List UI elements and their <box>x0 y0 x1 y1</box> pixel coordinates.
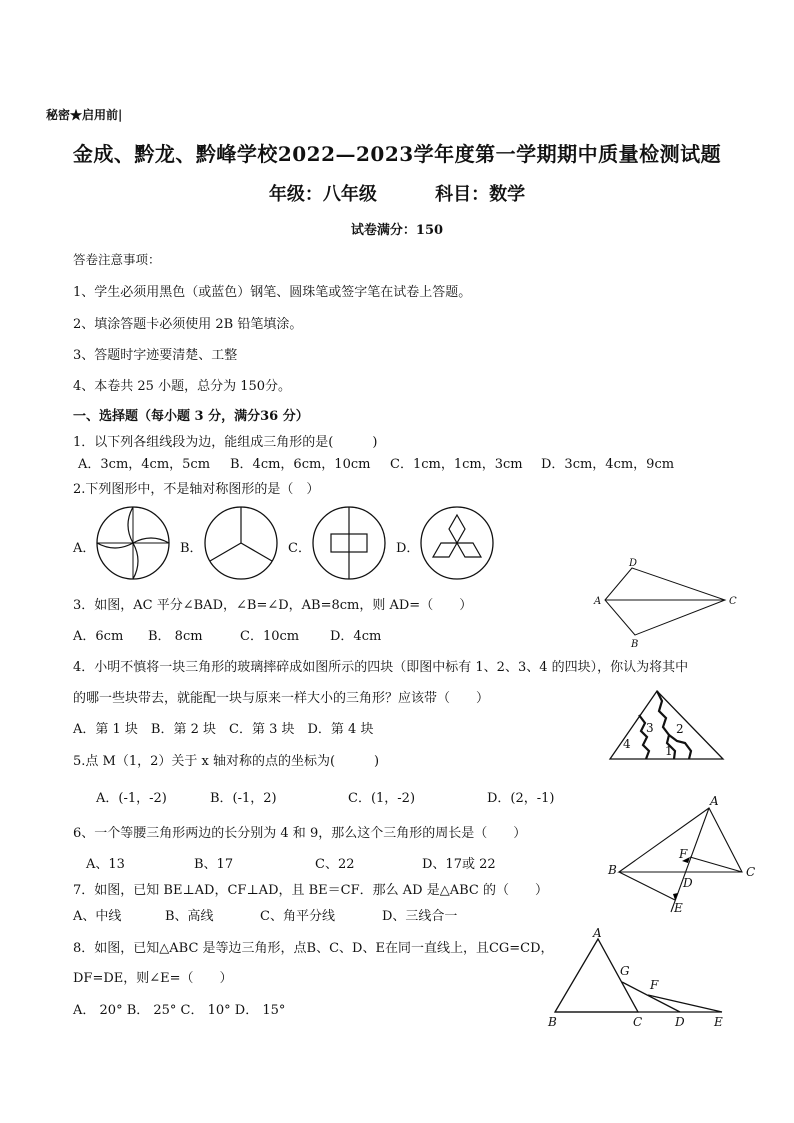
exam-title: 金成、黔龙、黔峰学校2022—2023学年度第一学期期中质量检测试题 <box>72 142 722 166</box>
q1-stem: 1．以下列各组线段为边，能组成三角形的是( ) <box>73 435 378 450</box>
notes-heading: 答卷注意事项： <box>73 252 161 267</box>
confidential-mark: 秘密★启用前| <box>46 108 123 122</box>
q7-option-b: B、高线 <box>165 909 214 924</box>
q1-option-b: B．4cm，6cm，10cm <box>230 457 371 472</box>
q3-label-d: D <box>629 558 638 569</box>
q4-options: A．第 1 块 B．第 2 块 C．第 3 块 D．第 4 块 <box>73 722 374 737</box>
q2-figure-c <box>311 505 387 581</box>
q6-option-c: C、22 <box>315 857 355 872</box>
q6-option-b: B、17 <box>194 857 234 872</box>
q7-option-c: C、角平分线 <box>260 909 335 924</box>
section-heading: 一、选择题（每小题 3 分，满分36 分） <box>73 409 309 424</box>
subject-label: 科目：数学 <box>435 184 526 205</box>
q8-options: A． 20° B． 25° C． 10° D． 15° <box>73 1003 286 1018</box>
q3-option-c: C．10cm <box>240 629 300 644</box>
q7-label-e: E <box>674 901 683 915</box>
full-score: 试卷满分：150 <box>350 223 444 238</box>
q8-label-a: A <box>593 926 602 940</box>
q4-figure <box>605 685 730 765</box>
q2-label-d: D． <box>396 541 420 556</box>
q8-stem-line2: DF=DE，则∠E=（ ） <box>73 971 233 986</box>
q2-figure-d <box>419 505 495 581</box>
q2-label-a: A． <box>73 541 96 556</box>
q5-option-a: A．(-1，-2) <box>96 791 167 806</box>
q6-option-d: D、17或 22 <box>422 857 496 872</box>
note-item: 2、填涂答题卡必须使用 2B 铅笔填涂。 <box>73 317 303 332</box>
q5-option-b: B．(-1，2) <box>210 791 277 806</box>
q3-option-b: B． 8cm <box>148 629 203 644</box>
q7-option-d: D、三线合一 <box>382 909 458 924</box>
q8-label-f: F <box>650 978 659 992</box>
q6-stem: 6、一个等腰三角形两边的长分别为 4 和 9，那么这个三角形的周长是（ ） <box>73 826 527 841</box>
note-item: 3、答题时字迹要清楚、工整 <box>73 348 238 363</box>
q7-option-a: A、中线 <box>73 909 122 924</box>
q8-label-e: E <box>714 1015 723 1029</box>
q5-option-d: D．(2，-1) <box>487 791 555 806</box>
q7-stem: 7．如图，已知 BE⊥AD，CF⊥AD，且 BE＝CF．那么 AD 是△ABC 的（ ） <box>73 883 548 898</box>
exam-subtitle <box>0 180 794 206</box>
q4-label-4: 4 <box>623 737 631 751</box>
q3-label-a: A <box>594 596 602 607</box>
q8-label-b: B <box>548 1015 557 1029</box>
q3-stem: 3．如图，AC 平分∠BAD，∠B=∠D，AB=8cm，则 AD=（ ） <box>73 598 473 613</box>
q7-label-c: C <box>746 865 756 879</box>
q8-label-d: D <box>675 1015 685 1029</box>
note-item: 1、学生必须用黑色（或蓝色）钢笔、圆珠笔或签字笔在试卷上答题。 <box>73 285 472 300</box>
q3-figure <box>590 555 750 650</box>
q4-stem-line2: 的哪一些块带去，就能配一块与原来一样大小的三角形？应该带（ ） <box>73 691 490 706</box>
grade-label: 年级：八年级 <box>268 184 377 205</box>
q7-label-b: B <box>608 863 617 877</box>
q8-label-c: C <box>633 1015 643 1029</box>
q2-label-c: C． <box>288 541 311 556</box>
q2-figure-a <box>95 505 171 581</box>
q4-label-1: 1 <box>665 744 673 758</box>
q4-label-3: 3 <box>646 721 654 735</box>
q1-option-d: D．3cm，4cm，9cm <box>541 457 675 472</box>
note-item: 4、本卷共 25 小题，总分为 150分。 <box>73 379 292 394</box>
q2-stem: 2.下列图形中，不是轴对称图形的是（ ） <box>73 482 320 497</box>
q2-figure-b <box>203 505 279 581</box>
q3-label-b: B <box>631 639 639 650</box>
q3-option-a: A．6cm <box>73 629 124 644</box>
q7-label-f: F <box>679 847 688 861</box>
q2-label-b: B． <box>180 541 203 556</box>
q6-option-a: A、13 <box>86 857 125 872</box>
q7-figure <box>605 790 770 920</box>
q4-label-2: 2 <box>676 722 684 736</box>
q7-label-d: D <box>683 876 693 890</box>
q4-stem-line1: 4．小明不慎将一块三角形的玻璃摔碎成如图所示的四块（即图中标有 1、2、3、4 的四块），你认为将其中 <box>73 660 689 675</box>
q7-label-a: A <box>710 794 719 808</box>
q5-option-c: C．(1，-2) <box>348 791 416 806</box>
q3-label-c: C <box>729 596 737 607</box>
q3-option-d: D．4cm <box>330 629 382 644</box>
q5-stem: 5.点 M（1，2）关于 x 轴对称的点的坐标为( ) <box>73 754 380 769</box>
q1-option-a: A．3cm，4cm，5cm <box>78 457 211 472</box>
q1-option-c: C．1cm，1cm，3cm <box>390 457 523 472</box>
q8-stem-line1: 8．如图，已知△ABC 是等边三角形，点B、C、D、E在同一直线上，且CG=CD， <box>73 941 554 956</box>
q8-label-g: G <box>620 964 630 978</box>
q8-figure <box>540 925 735 1035</box>
